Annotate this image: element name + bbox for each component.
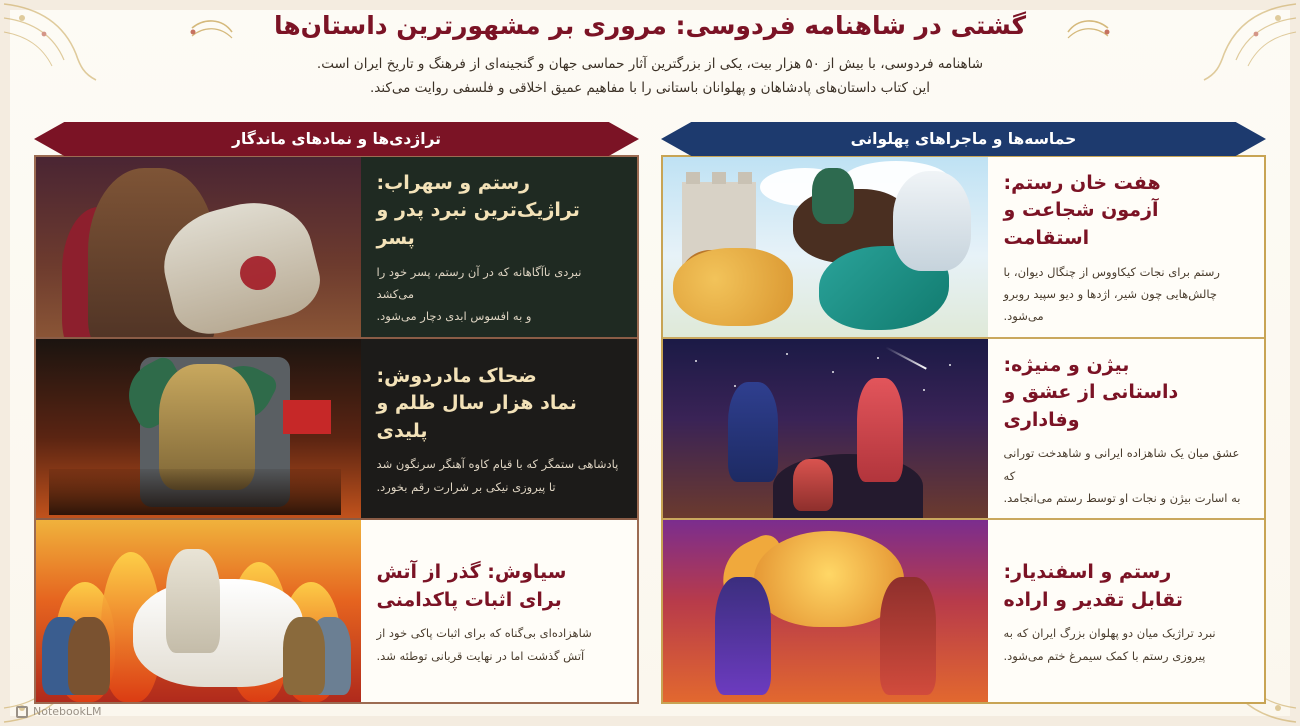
rostam-figure	[880, 577, 936, 695]
card-desc-line-1: نبرد تراژیک میان دو پهلوان بزرگ ایران که به	[1003, 626, 1216, 641]
column-banner-epic	[661, 122, 1266, 156]
card-text	[361, 339, 637, 519]
card-description	[1004, 261, 1248, 328]
card-title	[377, 170, 621, 253]
card-illustration-rostam-seven-labours	[663, 157, 988, 337]
card-illustration-zahhak	[36, 339, 361, 519]
manijeh-figure	[857, 378, 903, 482]
card-desc-line-2: آتش گذشت اما در نهایت قربانی توطئه شد.	[376, 648, 585, 663]
scene	[36, 339, 361, 519]
rostam-figure	[812, 168, 854, 224]
siyavash-figure	[166, 549, 220, 653]
card-illustration-rostam-esfandiar	[663, 520, 988, 702]
card-rostam-seven-labours[interactable]	[663, 157, 1264, 339]
page-subtitle	[120, 52, 1180, 102]
column-banner-tragedy	[34, 122, 639, 156]
card-title-line-2: داستانی از عشق و وفاداری	[1003, 381, 1179, 431]
lion-icon	[673, 248, 793, 326]
page-header	[0, 0, 1300, 107]
card-title	[1004, 559, 1248, 614]
column-banner-label: تراژدی‌ها و نمادهای ماندگار	[232, 130, 441, 148]
card-desc-line-1: عشق میان یک شاهزاده ایرانی و شاهدخت تورانی که	[1003, 446, 1240, 483]
card-illustration-rostam-sohrab	[36, 157, 361, 337]
scene	[36, 157, 361, 337]
white-demon-icon	[893, 171, 971, 271]
watermark-label: NotebookLM	[33, 705, 102, 718]
flourish-icon	[1066, 14, 1112, 50]
bijan-figure	[793, 459, 833, 511]
card-title-line-1: بیژن و منیژه:	[1003, 353, 1130, 376]
column-epic	[661, 122, 1266, 704]
card-desc-line-2: و به افسوس ابدی دچار می‌شود.	[376, 309, 532, 324]
card-illustration-siyavash	[36, 520, 361, 702]
card-illustration-bijan-manijeh	[663, 339, 988, 519]
notebook-icon	[16, 706, 28, 718]
column-tragedy	[34, 122, 639, 704]
card-rostam-sohrab[interactable]	[36, 157, 637, 339]
card-description	[1004, 622, 1248, 667]
flourish-icon	[188, 14, 234, 50]
card-zahhak[interactable]	[36, 339, 637, 521]
watermark	[16, 705, 101, 718]
card-text	[988, 339, 1264, 519]
card-title-line-2: برای اثبات پاکدامنی	[376, 588, 562, 611]
card-text	[361, 157, 637, 337]
rostam-figure	[728, 382, 778, 482]
card-desc-line-2: پیروزی رستم با کمک سیمرغ ختم می‌شود.	[1003, 648, 1206, 663]
card-desc-line-1: رستم برای نجات کیکاووس از چنگال دیوان، با	[1003, 264, 1220, 279]
onlooker-figure	[283, 617, 325, 695]
column-banner-label: حماسه‌ها و ماجراهای پهلوانی	[850, 130, 1077, 148]
card-siyavash[interactable]	[36, 520, 637, 702]
card-desc-line-2: چالش‌هایی چون شیر، اژدها و دیو سپید روبرو می‌شود.	[1003, 286, 1217, 324]
card-title	[1004, 170, 1248, 253]
card-text	[361, 520, 637, 702]
scene	[663, 339, 988, 519]
card-description	[377, 622, 621, 667]
scene	[36, 520, 361, 702]
crowd-silhouette	[49, 469, 341, 515]
card-description	[1004, 442, 1248, 509]
card-title-line-2: نماد هزار سال ظلم و پلیدی	[376, 392, 577, 442]
card-desc-line-1: پادشاهی ستمگر که با قیام کاوه آهنگر سرنگون شد	[376, 457, 619, 472]
card-title-line-1: رستم و سهراب:	[376, 171, 531, 194]
page-title: گشتی در شاهنامه فردوسی: مروری بر مشهورترین داستان‌ها	[273, 11, 1027, 40]
card-list-epic	[663, 157, 1264, 702]
card-list-tragedy	[36, 157, 637, 702]
card-title	[1004, 352, 1248, 435]
column-body-tragedy	[34, 155, 639, 704]
card-desc-line-2: تا پیروزی نیکی بر شرارت رقم بخورد.	[376, 479, 556, 494]
card-title	[377, 363, 621, 446]
card-title-line-1: رستم و اسفندیار:	[1003, 561, 1172, 584]
card-title-line-2: تقابل تقدیر و اراده	[1003, 588, 1183, 611]
card-desc-line-1: نبردی ناآگاهانه که در آن رستم، پسر خود را می‌کشد	[376, 264, 582, 301]
card-text	[988, 157, 1264, 337]
banner-flag-icon	[283, 400, 331, 434]
wound-icon	[240, 256, 276, 290]
card-desc-line-2: به اسارت بیژن و نجات او توسط رستم می‌انجامد.	[1003, 491, 1241, 506]
comet-icon	[885, 346, 927, 369]
card-title-line-1: هفت خان رستم:	[1003, 171, 1161, 194]
columns-container	[34, 122, 1266, 704]
column-body-epic	[661, 155, 1266, 704]
card-text	[988, 520, 1264, 702]
card-title	[377, 559, 621, 614]
card-title-line-2: تراژیک‌ترین نبرد پدر و پسر	[376, 199, 580, 249]
card-title-line-1: سیاوش: گذر از آتش	[376, 561, 567, 584]
scene	[663, 157, 988, 337]
card-rostam-esfandiar[interactable]	[663, 520, 1264, 702]
card-description	[377, 453, 621, 498]
card-title-line-2: آزمون شجاعت و استقامت	[1003, 199, 1159, 249]
onlooker-figure	[68, 617, 110, 695]
subtitle-line-1: شاهنامه فردوسی، با بیش از ۵۰ هزار بیت، یکی از بزرگترین آثار حماسی جهان و گنجینه‌ای از فرهنگ و تاریخ ایران است.	[316, 55, 984, 72]
subtitle-line-2: این کتاب داستان‌های پادشاهان و پهلوانان باستانی را با مفاهیم عمیق اخلاقی و فلسفی روایت می‌کند.	[369, 80, 931, 97]
card-desc-line-1: شاهزاده‌ای بی‌گناه که برای اثبات پاکی خود از	[376, 626, 592, 641]
card-title-line-1: ضحاک مادردوش:	[376, 364, 537, 387]
card-description	[377, 261, 621, 328]
scene	[663, 520, 988, 702]
card-bijan-manijeh[interactable]	[663, 339, 1264, 521]
esfandiar-figure	[715, 577, 771, 695]
